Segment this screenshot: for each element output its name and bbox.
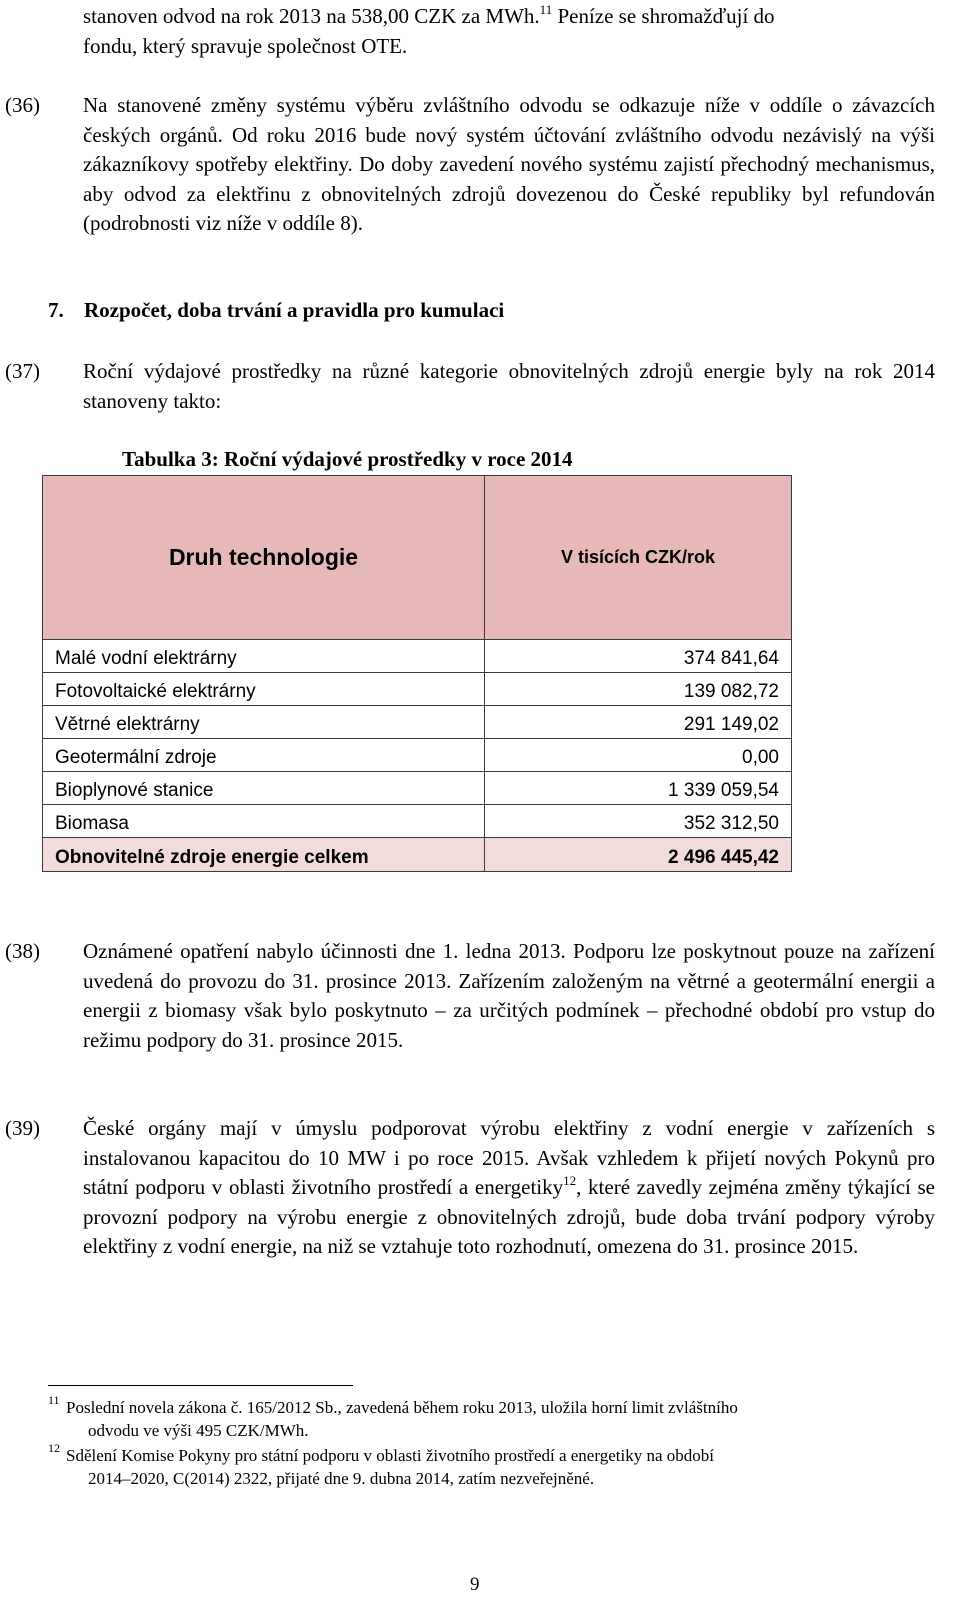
table-cell-label: Geotermální zdroje	[43, 739, 485, 772]
table-total-label: Obnovitelné zdroje energie celkem	[43, 838, 485, 872]
table-cell-label: Větrné elektrárny	[43, 706, 485, 739]
paragraph-text: České orgány mají v úmyslu podporovat výrobu elektřiny z vodní energie v zařízeních s instalovanou kapacitou do 10 MW i po roce 2015. Avšak vzhledem k přijetí nových Pokynů pro státní podporu v oblasti životního prostředí a energetiky$^{12}$, které zavedly zejména změny týkající se provozní podpory na výrobu energie z obnovitelných zdrojů, bude doba trvání podpory výroby elektřiny z vodní energie, na niž se vztahuje toto rozhodnutí, omezena do 31. prosince 2015.	[83, 1116, 936, 1259]
table-cell-label: Bioplynové stanice	[43, 772, 485, 805]
paragraph-text: Oznámené opatření nabylo účinnosti dne 1. ledna 2013. Podporu lze poskytnout pouze na zařízení uvedená do provozu do 31. prosince 2013. Zařízením založeným na větrné a geotermální energii a energii z biomasy však bylo poskytnuto – za určitých podmínek – přechodné období pro vstup do režimu podpory do 31. prosince 2015.	[83, 939, 935, 1052]
footnote-text: Poslední novela zákona č. 165/2012 Sb., zavedená během roku 2013, uložila horní limit zvláštního odvodu ve výši 495 CZK/MWh.	[66, 1398, 738, 1440]
paragraph-number: (36)	[5, 93, 40, 117]
section-heading	[48, 298, 504, 323]
paragraph-37	[5, 357, 935, 416]
table-total-row	[43, 838, 792, 872]
table-cell-label: Fotovoltaické elektrárny	[43, 673, 485, 706]
table-row	[43, 739, 792, 772]
footnote-11	[48, 1393, 933, 1442]
table-title: Tabulka 3: Roční výdajové prostředky v roce 2014	[122, 447, 573, 471]
paragraph-36	[5, 91, 935, 239]
table-header-technology: Druh technologie	[43, 476, 485, 640]
paragraph-number: (38)	[5, 939, 40, 963]
table-cell-value: 352 312,50	[485, 805, 792, 838]
table-row	[43, 673, 792, 706]
paragraph-38	[5, 937, 935, 1055]
table-cell-value: 374 841,64	[485, 640, 792, 673]
footnote-text: Sdělení Komise Pokyny pro státní podporu v oblasti životního prostředí a energetiky na období 2014–2020, C(2014) 2322, přijaté dne 9. dubna 2014, zatím nezveřejněné.	[66, 1446, 714, 1488]
table-cell-label: Biomasa	[43, 805, 485, 838]
table-row	[43, 772, 792, 805]
table-header-row	[43, 476, 792, 640]
top-paragraph-line1: stanoven odvod na rok 2013 na 538,00 CZK za MWh.$^{11}$ Peníze se shromažďují do	[83, 2, 775, 28]
table-cell-value: 291 149,02	[485, 706, 792, 739]
footnote-number: 11	[48, 1393, 60, 1407]
section-number: 7.	[48, 298, 64, 322]
table-cell-label: Malé vodní elektrárny	[43, 640, 485, 673]
footnote-ref-11[interactable]: 11	[539, 2, 553, 17]
footnote-number: 12	[48, 1441, 60, 1455]
table-row	[43, 706, 792, 739]
table-total-value: 2 496 445,42	[485, 838, 792, 872]
footnote-12	[48, 1441, 933, 1490]
table-cell-value: 0,00	[485, 739, 792, 772]
table-row	[43, 805, 792, 838]
paragraph-text: Roční výdajové prostředky na různé kategorie obnovitelných zdrojů energie byly na rok 2014 stanoveny takto:	[83, 359, 935, 413]
table-row	[43, 640, 792, 673]
paragraph-number: (37)	[5, 359, 40, 383]
top-paragraph	[83, 2, 935, 61]
top-paragraph-line2: fondu, který spravuje společnost OTE.	[83, 33, 408, 58]
footnote-ref-12[interactable]: 12	[563, 1173, 577, 1189]
table-header-amount: V tisících CZK/rok	[485, 476, 792, 640]
page-number: 9	[470, 1574, 480, 1595]
footnote-separator	[48, 1385, 353, 1386]
section-title: Rozpočet, doba trvání a pravidla pro kumulaci	[84, 298, 505, 322]
paragraph-text: Na stanovené změny systému výběru zvláštního odvodu se odkazuje níže v oddíle o závazcích českých orgánů. Od roku 2016 bude nový systém účtování zvláštního odvodu nezávislý na výši zákazníkovy spotřeby elektřiny. Do doby zavedení nového systému zajistí přechodný mechanismus, aby odvod za elektřinu z obnovitelných zdrojů dovezenou do České republiky byl refundován (podrobnosti viz níže v oddíle 8).	[83, 93, 935, 236]
paragraph-39	[5, 1114, 936, 1262]
table-cell-value: 139 082,72	[485, 673, 792, 706]
paragraph-number: (39)	[5, 1116, 40, 1140]
budget-table	[42, 475, 792, 872]
table-cell-value: 1 339 059,54	[485, 772, 792, 805]
